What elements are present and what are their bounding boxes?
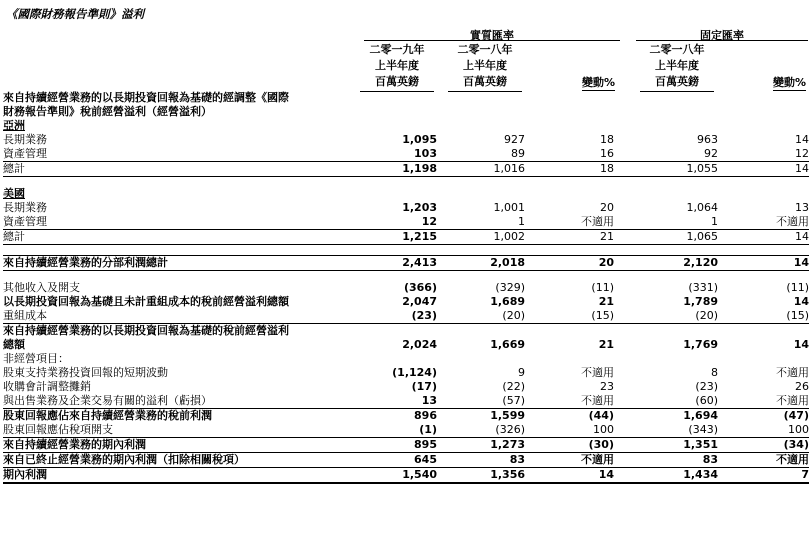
row-label: 股東回報應佔來自持續經營業務的稅前利潤 [3, 409, 355, 424]
row-value: 2,047 [402, 295, 437, 308]
table-row [3, 256, 809, 271]
row-value: 92 [704, 147, 718, 160]
row-value: 1,356 [437, 468, 525, 484]
row-value: 不適用 [776, 215, 809, 228]
row-label: 股東支持業務投資回報的短期波動 [3, 366, 168, 379]
row-value: (17) [411, 380, 437, 393]
row-value: (1,124) [392, 366, 437, 379]
row-value: 963 [697, 133, 718, 146]
row-value [718, 271, 809, 282]
row-value: (47) [718, 409, 809, 424]
row-value: (15) [786, 309, 809, 322]
row-value [718, 177, 809, 188]
row-label: 來自持續經營業務的分部利潤總計 [3, 256, 355, 271]
row-label: 其他收入及開支 [3, 281, 80, 294]
col-head-2019-period: 上半年度 [375, 59, 419, 72]
change-constant-label: 變動% [772, 76, 806, 89]
table-row [3, 468, 809, 484]
row-value [525, 324, 614, 339]
row-value [614, 271, 718, 282]
row-value: 1,064 [686, 201, 718, 214]
row-value: 12 [795, 147, 809, 160]
row-value: 21 [525, 230, 614, 245]
col-head-2018-period: 上半年度 [463, 59, 507, 72]
row-value: 不適用 [581, 394, 614, 407]
row-value: 14 [718, 256, 809, 271]
row-value: 1,215 [355, 230, 437, 245]
table-row [3, 281, 809, 295]
row-value: 1,273 [437, 438, 525, 453]
row-value: (329) [495, 281, 525, 294]
row-label: 與出售業務及企業交易有關的溢利（虧損） [3, 394, 212, 407]
row-value [355, 324, 437, 339]
row-value: 不適用 [581, 215, 614, 228]
row-label: 非經營項目： [3, 352, 69, 365]
row-value: 20 [600, 201, 614, 214]
row-value: 2,413 [355, 256, 437, 271]
row-value [437, 177, 525, 188]
row-value: 18 [525, 162, 614, 177]
row-label: 總計 [3, 162, 355, 177]
row-label: 重組成本 [3, 309, 47, 322]
row-value [718, 352, 809, 366]
profit-table [3, 91, 809, 484]
row-value: 1,694 [614, 409, 718, 424]
row-value: 1,203 [402, 201, 437, 214]
row-value [525, 119, 614, 133]
row-value: 89 [511, 147, 525, 160]
row-value: 1,789 [683, 295, 718, 308]
row-value: 1,055 [614, 162, 718, 177]
row-value: 83 [614, 453, 718, 468]
row-value: 14 [793, 338, 809, 351]
row-value: 不適用 [525, 453, 614, 468]
row-value: (34) [718, 438, 809, 453]
row-value [614, 119, 718, 133]
group-constant-underline [636, 40, 808, 41]
row-value [437, 271, 525, 282]
row-value: (11) [591, 281, 614, 294]
row-value [437, 352, 525, 366]
table-row [3, 338, 809, 352]
row-value: (20) [502, 309, 525, 322]
table-row [3, 271, 809, 282]
row-value: (11) [786, 281, 809, 294]
table-row [3, 177, 809, 188]
table-row [3, 119, 809, 133]
row-label: 資產管理 [3, 215, 47, 228]
row-value: 1,351 [614, 438, 718, 453]
row-label: 來自持續經營業務的期內利潤 [3, 438, 355, 453]
row-value: 18 [600, 133, 614, 146]
table-row [3, 105, 809, 119]
row-value [525, 105, 614, 119]
row-value: 1,016 [437, 162, 525, 177]
table-row [3, 366, 809, 380]
row-value: 1 [518, 215, 525, 228]
table-row [3, 295, 809, 309]
row-value [437, 245, 525, 256]
table-row [3, 147, 809, 162]
row-label: 來自持續經營業務的以長期投資回報為基礎的經調整《國際 [3, 91, 289, 104]
table-row [3, 394, 809, 409]
group-actual-rate: 實質匯率 [470, 29, 514, 42]
row-value [437, 105, 525, 119]
row-value [355, 245, 437, 256]
row-value: (1) [419, 423, 437, 436]
row-value [525, 352, 614, 366]
row-value: 1,198 [355, 162, 437, 177]
row-value [718, 105, 809, 119]
table-row [3, 453, 809, 468]
row-value: 13 [421, 394, 437, 407]
col-head-2018-constant [640, 42, 714, 92]
row-value [718, 187, 809, 201]
group-actual-underline [364, 40, 620, 41]
row-value: 1,769 [683, 338, 718, 351]
row-label: 來自持續經營業務的以長期投資回報為基礎的稅前經營溢利 [3, 324, 355, 339]
row-value: (23) [695, 380, 718, 393]
row-label: 資產管理 [3, 147, 47, 160]
row-value: 12 [421, 215, 437, 228]
row-value: 14 [525, 468, 614, 484]
row-value: (331) [688, 281, 718, 294]
row-label [3, 177, 355, 188]
col-head-2019-year: 二零一九年 [369, 43, 425, 56]
row-label: 期內利潤 [3, 468, 355, 484]
row-value: 2,024 [402, 338, 437, 351]
row-label [3, 245, 355, 256]
table-row [3, 409, 809, 424]
row-value: 100 [593, 423, 614, 436]
row-value: 14 [795, 133, 809, 146]
row-value [355, 187, 437, 201]
row-value: 21 [598, 295, 614, 308]
row-value [614, 245, 718, 256]
row-value [614, 187, 718, 201]
col-head-2019-unit: 百萬英鎊 [360, 74, 434, 92]
row-value: 83 [437, 453, 525, 468]
row-value: 21 [598, 338, 614, 351]
col-head-change-actual [555, 74, 615, 90]
row-value: (60) [695, 394, 718, 407]
col-head-2018c-year: 二零一八年 [649, 43, 705, 56]
row-value: 1,434 [614, 468, 718, 484]
row-value: 1,095 [402, 133, 437, 146]
table-row [3, 133, 809, 147]
row-value: 20 [525, 256, 614, 271]
table-row [3, 187, 809, 201]
row-value: (343) [688, 423, 718, 436]
row-value [614, 352, 718, 366]
row-label: 美國 [3, 187, 25, 200]
table-row [3, 324, 809, 339]
row-value: 2,120 [614, 256, 718, 271]
row-value: 1,001 [493, 201, 525, 214]
row-value [525, 177, 614, 188]
table-row [3, 215, 809, 230]
row-value [437, 324, 525, 339]
col-head-2018-year: 二零一八年 [457, 43, 513, 56]
row-label [3, 271, 355, 282]
row-value: 14 [718, 162, 809, 177]
row-value: 2,018 [437, 256, 525, 271]
row-value [437, 187, 525, 201]
table-row [3, 162, 809, 177]
row-value [718, 91, 809, 105]
row-value: (57) [502, 394, 525, 407]
row-value: 927 [504, 133, 525, 146]
row-value: 不適用 [718, 453, 809, 468]
row-value [718, 245, 809, 256]
row-value [718, 119, 809, 133]
table-row [3, 245, 809, 256]
table-row [3, 201, 809, 215]
table-row [3, 230, 809, 245]
row-value [437, 119, 525, 133]
table-row [3, 423, 809, 438]
col-head-change-constant [746, 74, 806, 90]
row-label: 長期業務 [3, 201, 47, 214]
change-actual-label: 變動% [581, 76, 615, 89]
row-value: 26 [795, 380, 809, 393]
col-head-2018c-period: 上半年度 [655, 59, 699, 72]
col-head-2018-unit: 百萬英鎊 [448, 74, 522, 92]
row-value: (44) [525, 409, 614, 424]
row-value [355, 91, 437, 105]
row-value: 不適用 [776, 394, 809, 407]
row-value: 14 [718, 230, 809, 245]
row-value [437, 91, 525, 105]
row-value [525, 91, 614, 105]
table-row [3, 91, 809, 105]
row-value: 7 [718, 468, 809, 484]
row-value [355, 352, 437, 366]
row-value: 1,002 [437, 230, 525, 245]
row-value [525, 271, 614, 282]
row-value: 896 [355, 409, 437, 424]
row-value: (30) [525, 438, 614, 453]
row-label: 總額 [3, 338, 25, 351]
row-value: 不適用 [581, 366, 614, 379]
row-value: 895 [355, 438, 437, 453]
col-head-2018 [448, 42, 522, 92]
row-label: 來自已終止經營業務的期內利潤（扣除相關稅項） [3, 453, 355, 468]
section-title: 《國際財務報告準則》溢利 [6, 7, 144, 21]
row-value: (326) [495, 423, 525, 436]
table-row [3, 438, 809, 453]
row-label: 財務報告準則》稅前經營溢利（經營溢利） [3, 105, 212, 118]
table-row [3, 352, 809, 366]
row-value [525, 187, 614, 201]
row-value: 1,669 [490, 338, 525, 351]
row-value: 1,599 [437, 409, 525, 424]
row-value: 23 [600, 380, 614, 393]
row-value: 1 [711, 215, 718, 228]
row-value: 14 [793, 295, 809, 308]
row-label: 股東回報應佔稅項開支 [3, 423, 113, 436]
row-value: 13 [795, 201, 809, 214]
row-value: 103 [414, 147, 437, 160]
row-value: 16 [600, 147, 614, 160]
row-value: 645 [355, 453, 437, 468]
row-value: 9 [518, 366, 525, 379]
row-label: 長期業務 [3, 133, 47, 146]
row-label: 收購會計調整攤銷 [3, 380, 91, 393]
row-value: 1,540 [355, 468, 437, 484]
row-value [614, 105, 718, 119]
row-value [614, 91, 718, 105]
row-value [614, 177, 718, 188]
table-row [3, 380, 809, 394]
row-value: 1,065 [614, 230, 718, 245]
row-value: (366) [403, 281, 437, 294]
row-value: 1,689 [490, 295, 525, 308]
row-label: 以長期投資回報為基礎且未計重組成本的稅前經營溢利總額 [3, 295, 289, 308]
row-value [718, 324, 809, 339]
row-value [525, 245, 614, 256]
row-value: (22) [502, 380, 525, 393]
col-head-2019 [360, 42, 434, 92]
row-value [355, 271, 437, 282]
row-value [355, 105, 437, 119]
row-label: 亞洲 [3, 119, 25, 132]
row-value [614, 324, 718, 339]
col-head-2018c-unit: 百萬英鎊 [640, 74, 714, 92]
row-value [355, 119, 437, 133]
row-value: (20) [695, 309, 718, 322]
row-value: 8 [711, 366, 718, 379]
row-value: (23) [411, 309, 437, 322]
row-value: 100 [788, 423, 809, 436]
row-value [355, 177, 437, 188]
row-value: (15) [591, 309, 614, 322]
table-row [3, 309, 809, 324]
group-constant-rate: 固定匯率 [700, 29, 744, 42]
row-value: 不適用 [776, 366, 809, 379]
row-label: 總計 [3, 230, 355, 245]
